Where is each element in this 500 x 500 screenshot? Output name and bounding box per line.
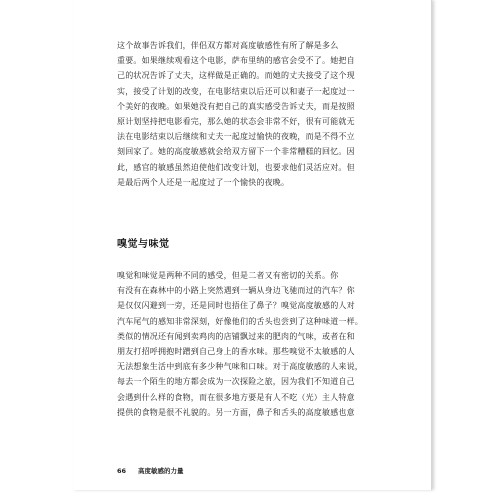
- text-line: 朋友打招呼拥抱时蹭到自己身上的香水味。那些嗅觉不太敏感的人: [117, 347, 355, 357]
- page-number: 66: [117, 467, 127, 475]
- body-paragraph-bottom: [117, 268, 389, 420]
- text-line: 类似的情况还有闻到卖鸡肉的店铺飘过来的肥肉的气味，或者在和: [117, 331, 355, 341]
- running-title: 高度敏感的力量: [138, 467, 184, 475]
- text-line: 己的状况告诉了丈夫，这样做是正确的。而她的丈夫接受了这个现: [117, 71, 355, 81]
- page-footer: [117, 466, 184, 475]
- text-line: 嗅觉和味觉是两种不同的感受，但是二者又有密切的关系。你: [117, 271, 339, 280]
- text-line: 实，接受了计划的改变，在电影结束以后还可以和妻子一起度过一: [117, 86, 355, 96]
- text-line: 个美好的夜晚。如果她没有把自己的真实感受告诉丈夫，而是按照: [117, 101, 355, 111]
- text-line: 是最后两个人还是一起度过了一个愉快的夜晚。: [117, 177, 290, 187]
- text-line: 重要。如果继续观看这个电影，萨布里纳的感官会受不了。她把自: [117, 56, 355, 66]
- book-page: [73, 0, 432, 490]
- text-line: 刻回家了。她的高度敏感就会给双方留下一个非常糟糕的回忆。因: [117, 147, 355, 157]
- body-paragraph-top: [117, 38, 389, 190]
- text-line: 每去一个陌生的地方都会成为一次探险之旅，因为我们不知道自己: [117, 377, 355, 387]
- text-line: 无法想象生活中到底有多少种气味和口味。对于高度敏感的人来说，: [117, 362, 363, 372]
- text-line: 会遇到什么样的食物，而在很多地方要是有人不吃（光）主人特意: [117, 392, 355, 402]
- text-line: 提供的食物是很不礼貌的。另一方面，鼻子和舌头的高度敏感也意: [117, 407, 355, 417]
- text-line: 此，感官的敏感虽然迫使他们改变计划，也要求他们灵活应对。但: [117, 162, 355, 172]
- text-line: 有没有在森林中的小路上突然遇到一辆从身边飞驰而过的汽车？你: [117, 286, 355, 296]
- text-line: 原计划坚持把电影看完，那么她的状态会非常不好，很有可能就无: [117, 117, 355, 127]
- text-line: 汽车尾气的感知非常深刻，好像他们的舌头也尝到了这种味道一样。: [117, 316, 363, 326]
- text-line: 这个故事告诉我们，伴侣双方都对高度敏感性有所了解是多么: [117, 41, 339, 50]
- section-heading: 嗅觉与味觉: [117, 239, 170, 250]
- text-line: 是仅仅闪避到一旁，还是同时也捂住了鼻子？嗅觉高度敏感的人对: [117, 301, 355, 311]
- text-line: 法在电影结束以后继续和丈夫一起度过愉快的夜晚，而是不得不立: [117, 132, 355, 142]
